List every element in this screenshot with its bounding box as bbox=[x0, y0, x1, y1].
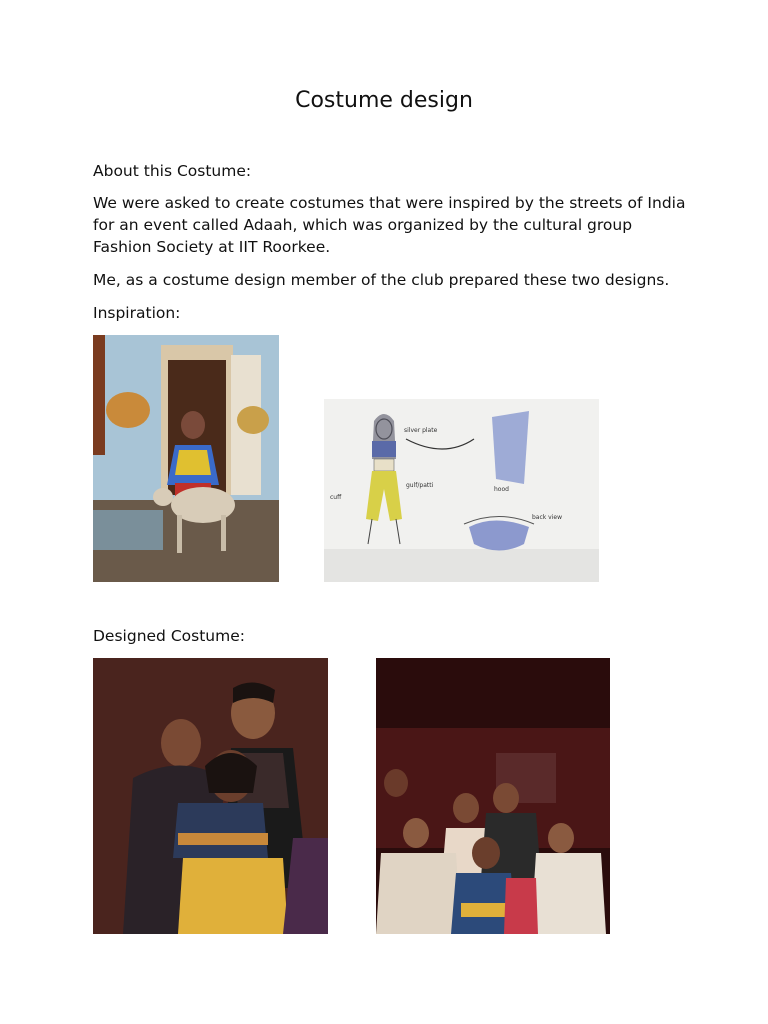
svg-text:gulf/patti: gulf/patti bbox=[406, 482, 434, 489]
about-heading: About this Costume: bbox=[93, 162, 252, 180]
inspiration-heading: Inspiration: bbox=[93, 304, 181, 322]
page-title: Costume design bbox=[295, 88, 473, 113]
paragraph-1: We were asked to create costumes that were inspired by the streets of India for an event called Adaah, which was organized by the cultural group Fashion Society at IIT Roorkee. bbox=[93, 194, 686, 256]
designed-costume-heading: Designed Costume: bbox=[93, 627, 245, 645]
street-photo bbox=[93, 335, 279, 582]
models-photo bbox=[93, 658, 328, 934]
svg-text:silver plate: silver plate bbox=[404, 427, 438, 434]
svg-text:back view: back view bbox=[532, 514, 562, 521]
stage-photo bbox=[376, 658, 610, 934]
svg-text:hood: hood bbox=[494, 486, 509, 493]
paragraph-2: Me, as a costume design member of the club prepared these two designs. bbox=[93, 271, 670, 289]
costume-sketch bbox=[324, 399, 599, 582]
svg-text:cuff: cuff bbox=[330, 494, 342, 501]
